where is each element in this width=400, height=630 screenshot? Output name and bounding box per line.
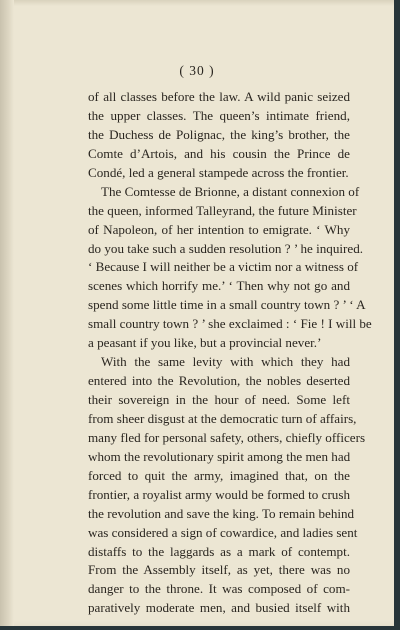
text-line: From the Assembly itself, as yet, there was no	[88, 562, 350, 578]
body-text	[88, 88, 372, 618]
text-line: small country town ? ’ she exclaimed : ‘ Fie ! I will be	[88, 316, 372, 332]
text-line: of Napoleon, of her intention to emigrate. ‘ Why	[88, 221, 350, 237]
text-line: danger to the throne. It was composed of com-	[88, 581, 350, 597]
text-line: a peasant if you like, but a provincial never.’	[88, 335, 322, 351]
text-line: distaffs to the laggards as a mark of contempt.	[88, 543, 350, 559]
text-line: ‘ Because I will neither be a victim nor a witness of	[88, 259, 359, 275]
text-line: the revolution and save the king. To remain behind	[88, 505, 355, 521]
text-line: forced to quit the army, imagined that, on the	[88, 467, 350, 483]
page-gutter	[0, 0, 14, 626]
book-bottom-edge	[0, 626, 400, 630]
book-cover-edge	[394, 0, 400, 630]
text-line: their sovereign in the hour of need. Some left	[88, 392, 350, 407]
page-number: ( 30 )	[179, 63, 215, 78]
text-line: scenes which horrify me.’ ‘ Then why not go and	[88, 278, 350, 294]
text-line: entered into the Revolution, the nobles deserted	[88, 373, 350, 389]
page-top-edge	[0, 0, 394, 6]
text-line: of all classes before the law. A wild panic seized	[88, 89, 350, 104]
text-line: The Comtesse de Brionne, a distant connexion of	[101, 183, 360, 199]
text-line: do you take such a sudden resolution ? ’ he inquired.	[88, 240, 364, 256]
text-line: many fled for personal safety, others, chiefly officers	[88, 429, 366, 445]
text-line: was considered a sign of cowardice, and ladies sent	[88, 524, 358, 540]
text-line: Condé, led a general stampede across the frontier.	[88, 164, 349, 180]
text-line: With the same levity with which they had	[101, 354, 350, 370]
text-line: paratively moderate men, and busied itself with	[88, 600, 350, 616]
text-line: the queen, informed Talleyrand, the future Minister	[88, 202, 357, 218]
text-line: the Duchess de Polignac, the king’s brother, the	[88, 126, 350, 142]
text-line: the upper classes. The queen’s intimate friend,	[88, 107, 350, 123]
text-line: from sheer disgust at the democratic turn of affairs,	[88, 410, 357, 426]
text-line: Comte d’Artois, and his cousin the Prince de	[88, 145, 350, 161]
text-line: frontier, a royalist army would be formed to crush	[88, 486, 350, 502]
text-line: spend some little time in a small country town ? ’ ‘ A	[88, 297, 366, 313]
text-line: whom the revolutionary spirit among the men had	[88, 448, 351, 464]
